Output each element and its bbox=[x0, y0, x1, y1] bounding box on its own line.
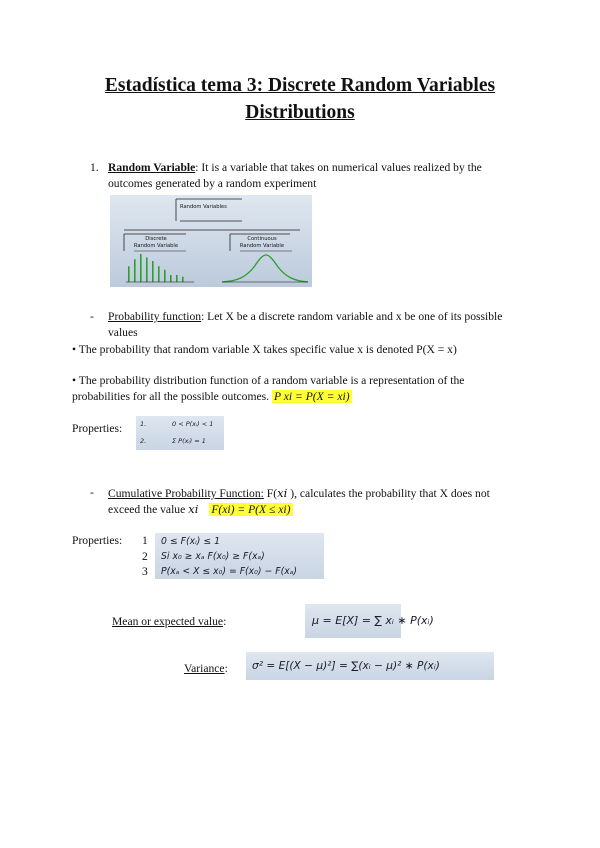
bullet-2-line-2 bbox=[72, 389, 352, 405]
discrete-bar bbox=[176, 275, 178, 282]
cdf-prop-number-3: 3 bbox=[142, 565, 148, 578]
properties-label-1: Properties: bbox=[72, 422, 123, 435]
page-title bbox=[0, 73, 600, 99]
item-1-line-1 bbox=[108, 160, 482, 176]
cdf-prop-2: Si x₀ ≥ xₐ F(x₀) ≥ F(xₐ) bbox=[161, 551, 265, 562]
item-1-number: 1. bbox=[90, 161, 99, 174]
discrete-bar bbox=[164, 270, 166, 282]
cdf-prop-number-2: 2 bbox=[142, 549, 148, 563]
variance-label: Variance bbox=[184, 662, 225, 675]
mean-formula-box bbox=[305, 604, 434, 638]
prop-2-formula: Σ P(xᵢ) = 1 bbox=[172, 437, 206, 445]
title-line-2: Distributions bbox=[245, 102, 355, 123]
continuous-label-2: Random Variable bbox=[239, 243, 285, 249]
probability-function-term: Probability function bbox=[108, 310, 202, 323]
probability-function-definition: : Let X be a discrete random variable and x be one of its possible bbox=[201, 310, 503, 323]
cdf-prop-3: P(xₐ < X ≤ x₀) = F(x₀) − F(xₐ) bbox=[161, 566, 297, 577]
discrete-bar bbox=[140, 254, 142, 282]
discrete-bar bbox=[134, 259, 136, 282]
random-variable-definition: It is a variable that takes on numerical values realized by the bbox=[198, 161, 482, 174]
discrete-bar bbox=[128, 266, 130, 282]
cdf-text-b: ), calculates the probability that X does not bbox=[287, 487, 490, 500]
cdf-line-1 bbox=[108, 485, 490, 502]
prob-function-line-1 bbox=[108, 309, 502, 325]
cdf-dash: - bbox=[90, 486, 94, 499]
xi-symbol: xi bbox=[277, 486, 288, 500]
discrete-bar bbox=[170, 275, 172, 282]
page-subtitle bbox=[0, 100, 600, 126]
title-line-1: Estadística tema 3: Discrete Random Variables bbox=[104, 75, 496, 96]
xi-symbol-2: xi bbox=[188, 502, 199, 516]
cdf-text-a: F( bbox=[263, 487, 278, 500]
random-variables-label: Random Variables bbox=[180, 204, 227, 210]
prop-1-number: 1. bbox=[140, 420, 147, 428]
random-variable-term: Random Variable bbox=[108, 161, 196, 174]
diagram-svg bbox=[110, 195, 312, 287]
discrete-bar bbox=[158, 266, 160, 282]
discrete-bar bbox=[152, 261, 154, 282]
continuous-label-1: Continuous bbox=[247, 236, 277, 242]
discrete-bars bbox=[128, 254, 184, 282]
prop-2-number: 2. bbox=[140, 437, 147, 445]
mean-label: Mean or expected value bbox=[112, 615, 224, 628]
discrete-label-2: Random Variable bbox=[133, 243, 179, 249]
variance-colon: : bbox=[224, 662, 228, 675]
random-variables-diagram bbox=[110, 195, 312, 287]
normal-curve bbox=[222, 255, 308, 282]
cdf-text-c: exceed the value bbox=[108, 503, 189, 516]
properties-label-2: Properties: bbox=[72, 534, 123, 547]
cdf-prop-numbers bbox=[142, 533, 148, 580]
variance-label-line bbox=[184, 661, 228, 677]
pmf-highlight: P xi = P(X = xi) bbox=[273, 390, 350, 403]
mean-colon: : bbox=[223, 615, 227, 628]
cdf-line-2 bbox=[108, 501, 293, 518]
pmf-properties-box bbox=[136, 416, 224, 450]
discrete-bar bbox=[146, 258, 148, 283]
prob-function-dash: - bbox=[90, 310, 94, 323]
prop-1-formula: 0 < P(xᵢ) < 1 bbox=[172, 420, 214, 428]
cdf-prop-1: 0 ≤ F(xᵢ) ≤ 1 bbox=[161, 536, 220, 547]
cdf-term: Cumulative Probability Function: bbox=[108, 487, 264, 500]
variance-formula-box bbox=[246, 652, 494, 680]
cdf-prop-number-1: 1 bbox=[142, 534, 148, 547]
bullet-2-text: probabilities for all the possible outcomes. bbox=[72, 390, 270, 403]
prob-function-line-2: values bbox=[108, 326, 138, 339]
cdf-properties-box bbox=[155, 533, 324, 579]
cdf-highlight: F(xi) = P(X ≤ xi) bbox=[211, 503, 291, 516]
discrete-label-1: Discrete bbox=[145, 236, 167, 242]
colon: : bbox=[195, 161, 199, 174]
variance-formula: σ² = E[(X − μ)²] = ∑(xᵢ − μ)² ∗ P(xᵢ) bbox=[252, 660, 440, 672]
item-1-line-2: outcomes generated by a random experiment bbox=[108, 177, 317, 190]
mean-formula: μ = E[X] = ∑ xᵢ ∗ P(xᵢ) bbox=[312, 614, 434, 627]
mean-label-line bbox=[112, 614, 226, 630]
bullet-1: • The probability that random variable X takes specific value x is denoted P(X = x) bbox=[72, 343, 457, 356]
bullet-2-line-1: • The probability distribution function of a random variable is a representation of the bbox=[72, 374, 465, 387]
discrete-bar bbox=[182, 277, 184, 282]
